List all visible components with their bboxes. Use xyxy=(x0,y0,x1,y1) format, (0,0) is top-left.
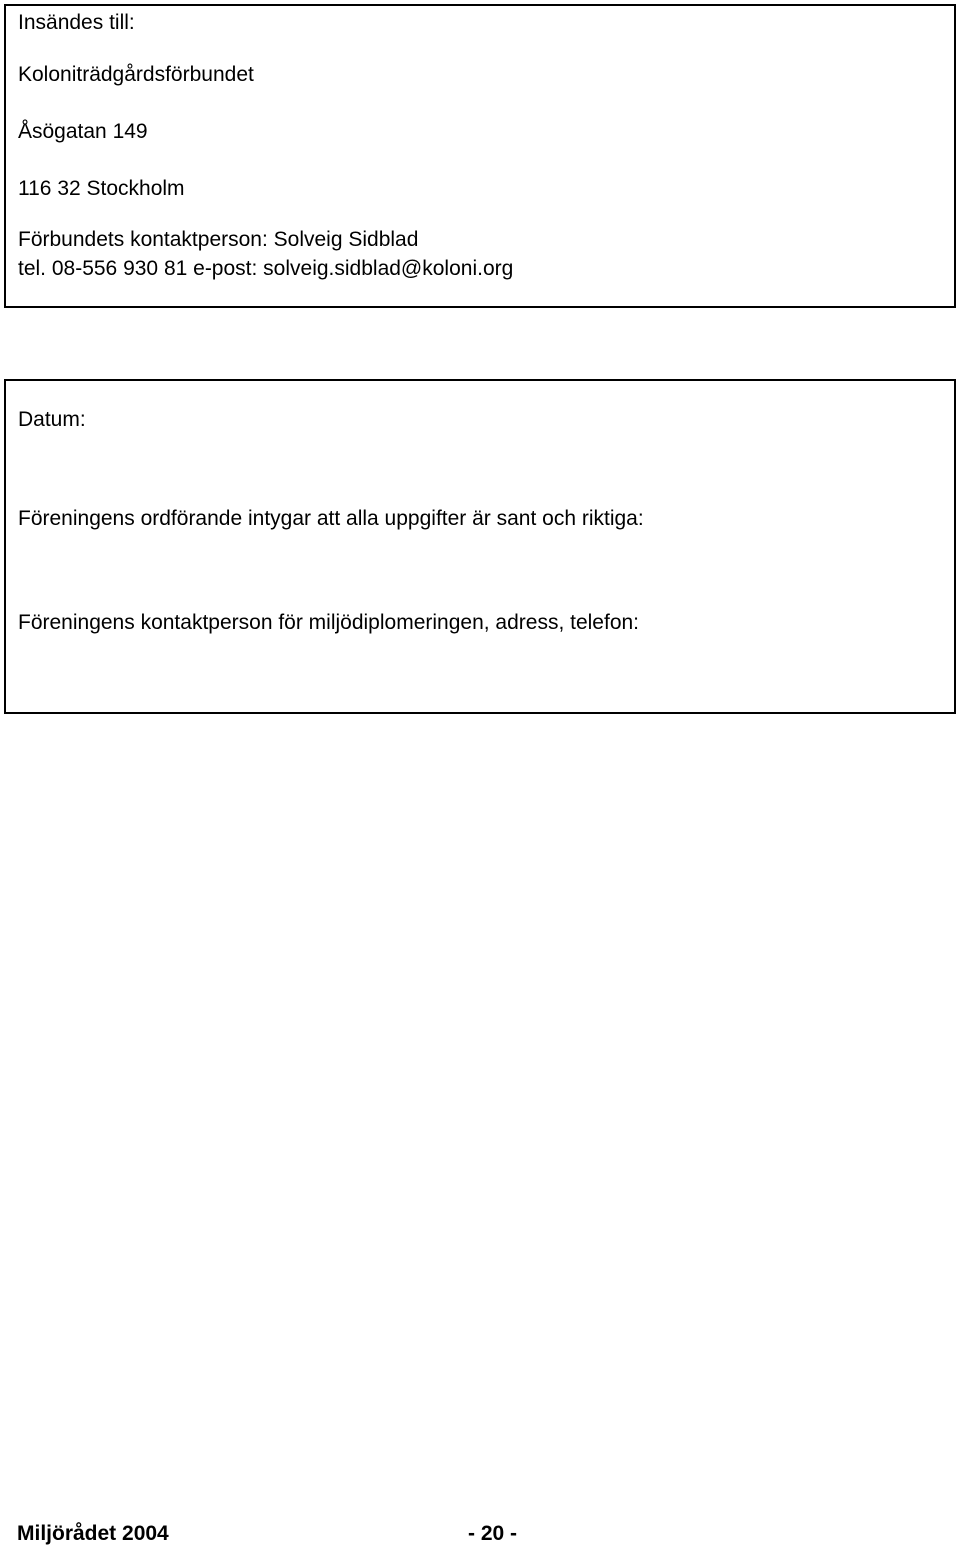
contact-phone-email: tel. 08-556 930 81 e-post: solveig.sidblad@koloni.org xyxy=(18,257,514,280)
signature-box xyxy=(4,379,956,714)
address-heading: Insändes till: xyxy=(18,11,135,34)
organization-name: Koloniträdgårdsförbundet xyxy=(18,63,254,86)
street-address: Åsögatan 149 xyxy=(18,120,148,143)
chair-statement: Föreningens ordförande intygar att alla uppgifter är sant och riktiga: xyxy=(18,507,644,530)
address-box xyxy=(4,4,956,308)
postal-city: 116 32 Stockholm xyxy=(18,177,185,200)
page-number: - 20 - xyxy=(468,1522,518,1545)
contact-person: Förbundets kontaktperson: Solveig Sidblad xyxy=(18,228,419,251)
footer-publisher: Miljörådet 2004 xyxy=(17,1522,169,1545)
contact-label: Föreningens kontaktperson för miljödiplomeringen, adress, telefon: xyxy=(18,611,640,634)
date-label: Datum: xyxy=(18,408,86,431)
